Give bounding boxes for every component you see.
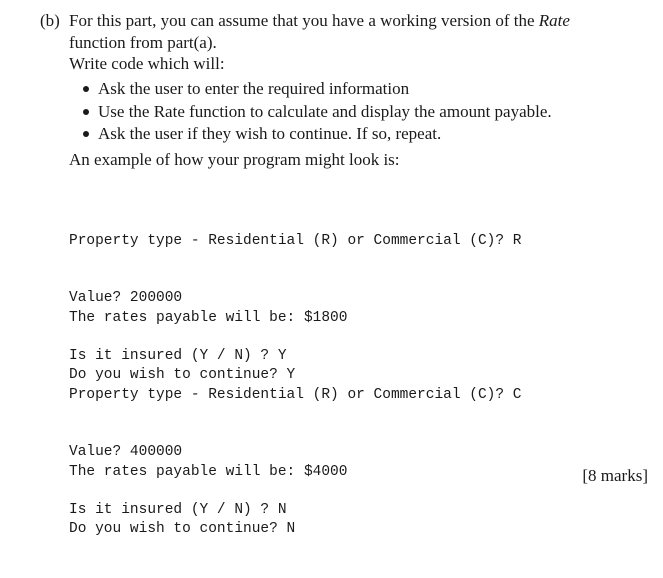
example-code-block	[69, 424, 347, 578]
bullet-icon	[83, 86, 89, 92]
requirement-text: Ask the user if they wish to continue. If so, repeat.	[98, 124, 442, 143]
code-line: Value? 200000	[69, 290, 183, 307]
requirements-list	[69, 78, 552, 146]
requirement-item	[69, 123, 552, 146]
code-line: Is it insured (Y / N) ? N	[69, 502, 287, 519]
intro-text-end: function from part(a).	[69, 33, 217, 52]
requirement-item	[69, 78, 552, 101]
requirement-text: Use the Rate function to calculate and display the amount payable.	[98, 101, 552, 121]
question-intro	[69, 10, 629, 54]
bullet-icon	[83, 109, 89, 115]
code-line: Property type - Residential (R) or Commercial (C)? R	[69, 232, 522, 249]
code-line: Value? 400000	[69, 444, 183, 461]
code-line: The rates payable will be: $1800	[69, 309, 348, 326]
code-line: Property type - Residential (R) or Commercial (C)? C	[69, 386, 522, 403]
intro-text-start: For this part, you can assume that you have a working version of the	[69, 11, 539, 30]
requirement-item	[69, 101, 552, 124]
code-line: The rates payable will be: $4000	[69, 463, 348, 480]
code-line: Do you wish to continue? N	[69, 521, 296, 538]
rate-function-name: Rate	[538, 11, 570, 30]
bullet-icon	[83, 131, 89, 137]
example-intro: An example of how your program might look is:	[69, 150, 400, 169]
code-line: Do you wish to continue? Y	[69, 367, 296, 384]
code-line: Is it insured (Y / N) ? Y	[69, 348, 287, 365]
requirement-text: Ask the user to enter the required information	[98, 79, 410, 98]
marks-allocation: [8 marks]	[582, 466, 648, 485]
question-instruction: Write code which will:	[69, 54, 225, 73]
question-part-label: (b)	[40, 11, 60, 30]
